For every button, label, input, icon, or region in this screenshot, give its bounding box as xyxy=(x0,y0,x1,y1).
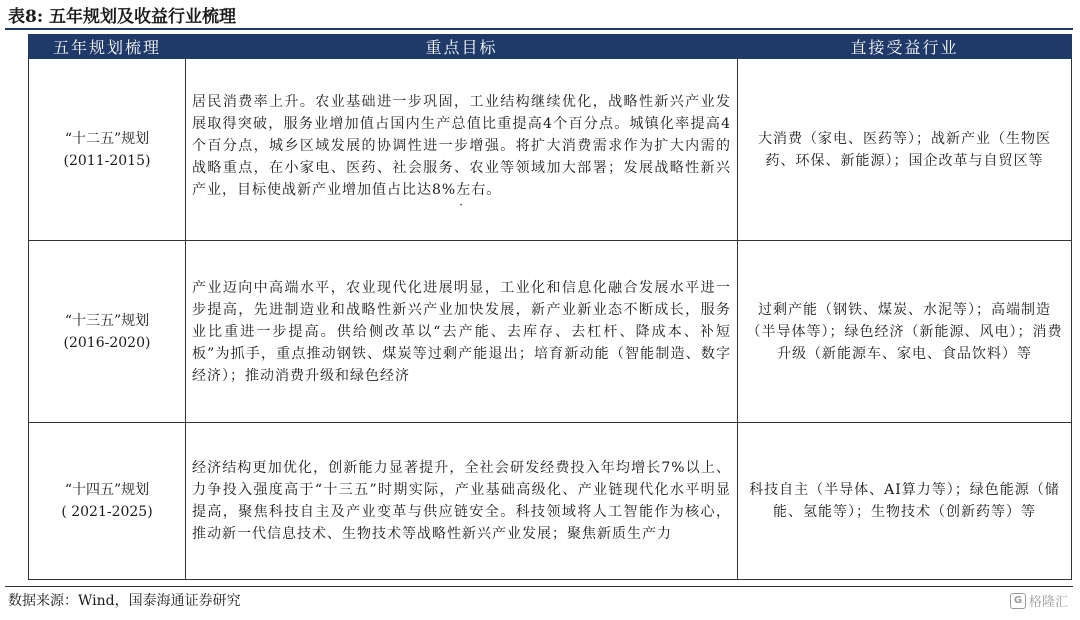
bottom-divider xyxy=(5,586,1073,587)
title-divider xyxy=(5,28,1073,30)
target-mark: · xyxy=(459,197,464,212)
plan-years: ( 2021-2025) xyxy=(61,504,153,520)
table-row xyxy=(29,241,1072,423)
watermark-logo xyxy=(1010,591,1068,610)
plan-cell xyxy=(29,59,186,241)
plan-cell xyxy=(29,241,186,423)
industry-cell: 过剩产能（钢铁、煤炭、水泥等）；高端制造（半导体等）；绿色经济（新能源、风电）；消费升级（新能源车、家电、食品饮料）等 xyxy=(738,241,1072,423)
plan-years: (2016-2020) xyxy=(63,334,151,351)
plan-name: “十三五”规划 xyxy=(64,312,150,329)
target-text: 居民消费率上升。农业基础进一步巩固，工业结构继续优化，战略性新兴产业发展取得突破，服务业增加值占国内生产总值比重提高4个百分点。城镇化率提高4个百分点，城乡区域发展的协调性进一步增强。将扩大消费需求作为扩大内需的战略重点，在小家电、医药、社会服务、农业等领域加大部署；发展战略性新兴产业，目标使战新产业增加值占比达8%左右。 xyxy=(192,93,731,198)
header-industry: 直接受益行业 xyxy=(738,35,1072,59)
target-cell: 产业迈向中高端水平，农业现代化进展明显，工业化和信息化融合发展水平进一步提高，先进制造业和战略性新兴产业加快发展，新产业新业态不断成长，服务业比重进一步提高。供给侧改革以“去产能、去库存、去杠杆、降成本、补短板”为抓手，重点推动钢铁、煤炭等过剩产能退出；培育新动能（智能制造、数字经济）；推动消费升级和绿色经济 xyxy=(186,241,738,423)
header-plan: 五年规划梳理 xyxy=(29,35,186,59)
target-cell xyxy=(186,59,738,241)
table-header-row xyxy=(29,35,1072,59)
plan-cell xyxy=(29,423,186,580)
table-title: 表8: 五年规划及收益行业梳理 xyxy=(8,7,237,27)
header-target: 重点目标 xyxy=(186,35,738,59)
plans-table xyxy=(28,34,1072,580)
industry-cell: 科技自主（半导体、AI算力等）；绿色能源（储能、氢能等）；生物技术（创新药等）等 xyxy=(738,423,1072,580)
watermark-text: 格隆汇 xyxy=(1028,595,1068,610)
table-row xyxy=(29,59,1072,241)
industry-cell: 大消费（家电、医药等）；战新产业（生物医药、环保、新能源）；国企改革与自贸区等 xyxy=(738,59,1072,241)
plan-name: “十二五”规划 xyxy=(64,130,150,147)
source-note: 数据来源：Wind，国泰海通证券研究 xyxy=(8,593,241,609)
plan-years: (2011-2015) xyxy=(63,152,151,169)
logo-g-icon: G xyxy=(1010,593,1026,609)
table-row xyxy=(29,423,1072,580)
target-cell: 经济结构更加优化，创新能力显著提升，全社会研发经费投入年均增长7%以上、力争投入强度高于“十三五”时期实际，产业基础高级化、产业链现代化水平明显提高，聚焦科技自主及产业变革与供应链安全。科技领域将人工智能作为核心，推动新一代信息技术、生物技术等战略性新兴产业发展；聚焦新质生产力 xyxy=(186,423,738,580)
plan-name: “十四五”规划 xyxy=(64,482,150,498)
